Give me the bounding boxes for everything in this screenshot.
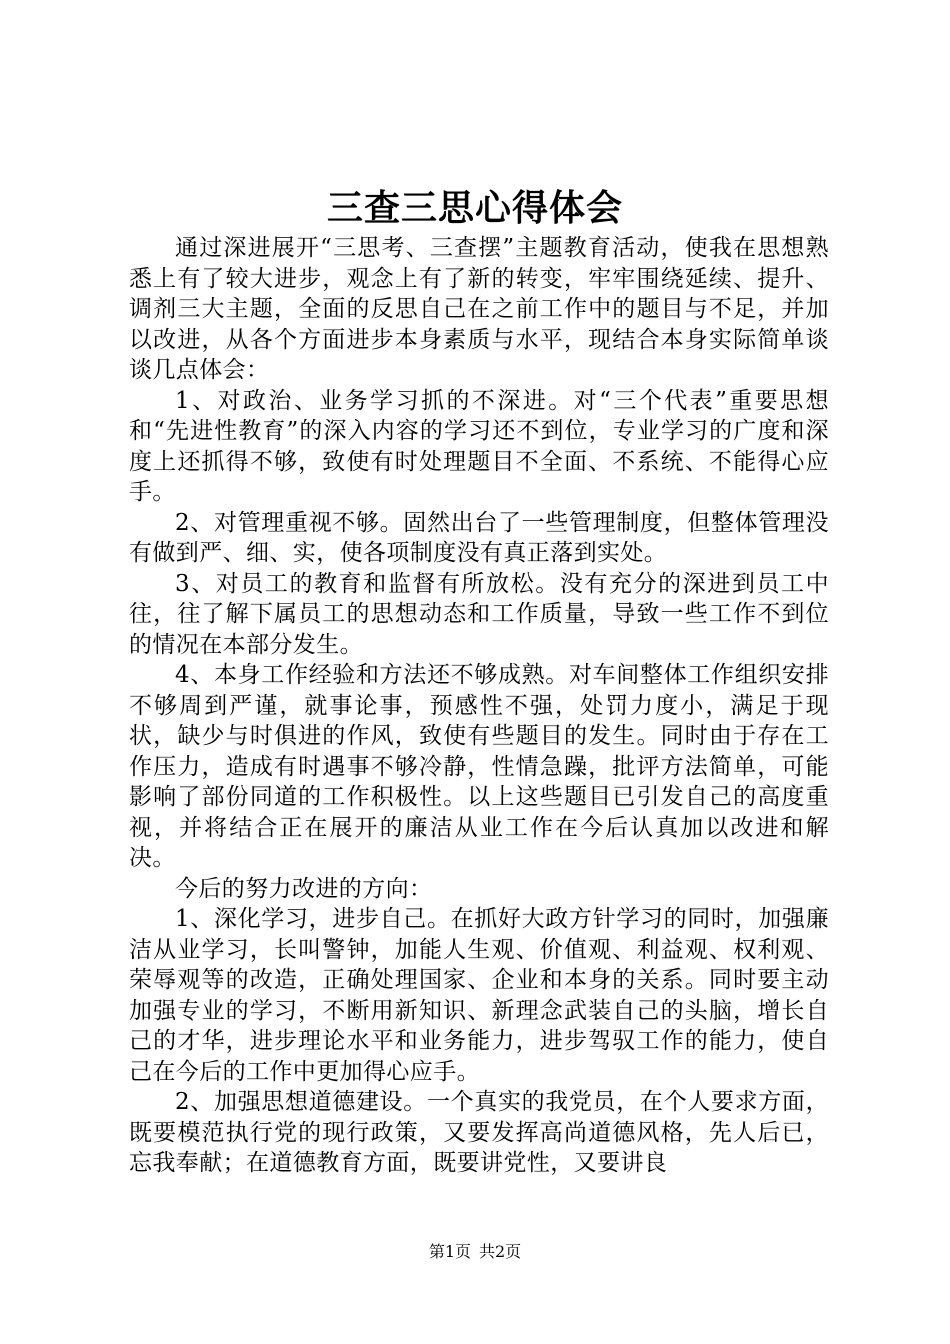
paragraph-direction-1: 1、深化学习，进步自己。在抓好大政方针学习的同时，加强廉洁从业学习，长叫警钟，加能人生观、价值观、利益观、权利观、荣辱观等的改造，正确处理国家、企业和本身的关系。同时要主动加强专业的学习，不断用新知识、新理念武装自己的头脑，增长自己的才华，进步理论水平和业务能力，进步驾驭工作的能力，使自己在今后的工作中更加得心应手。 — [129, 906, 829, 1085]
paragraph-intro: 通过深进展开“三思考、三查摆”主题教育活动，使我在思想熟悉上有了较大进步，观念上有了新的转变，牢牢围绕延续、提升、调剂三大主题，全面的反思自己在之前工作中的题目与不足，并加以改进，从各个方面进步本身素质与水平，现结合本身实际简单谈谈几点体会： — [129, 235, 829, 383]
paragraph-problem-3: 3、对员工的教育和监督有所放松。没有充分的深进到员工中往，往了解下属员工的思想动态和工作质量，导致一些工作不到位的情况在本部分发生。 — [129, 570, 829, 658]
paragraph-problem-1: 1、对政治、业务学习抓的不深进。对“三个代表”重要思想和“先进性教育”的深入内容的学习还不到位，专业学习的广度和深度上还抓得不够，致使有时处理题目不全面、不系统、不能得心应手。 — [129, 387, 829, 505]
paragraph-problem-2: 2、对管理重视不够。固然出台了一些管理制度，但整体管理没有做到严、细、实，使各项制度没有真正落到实处。 — [129, 509, 829, 566]
paragraph-problem-4: 4、本身工作经验和方法还不够成熟。对车间整体工作组织安排不够周到严谨，就事论事，预感性不强，处罚力度小，满足于现状，缺少与时俱进的作风，致使有些题目的发生。同时由于存在工作压力，造成有时遇事不够冷静，性情急躁，批评方法简单，可能影响了部份同道的工作积极性。以上这些题目已引发自己的高度重视，并将结合正在展开的廉洁从业工作在今后认真加以改进和解决。 — [129, 662, 829, 871]
page-total: 共2页 — [479, 1242, 522, 1261]
document-body — [129, 233, 829, 1179]
paragraph-direction-2: 2、加强思想道德建设。一个真实的我党员，在个人要求方面，既要模范执行党的现行政策，又要发挥高尚道德风格，先人后已，忘我奉献；在道德教育方面，既要讲党性，又要讲良 — [129, 1089, 829, 1176]
page-footer — [0, 1242, 950, 1262]
paragraph-direction-heading: 今后的努力改进的方向： — [175, 875, 433, 902]
document-title: 三查三思心得体会 — [326, 187, 623, 229]
page-number: 第1页 — [428, 1242, 471, 1261]
